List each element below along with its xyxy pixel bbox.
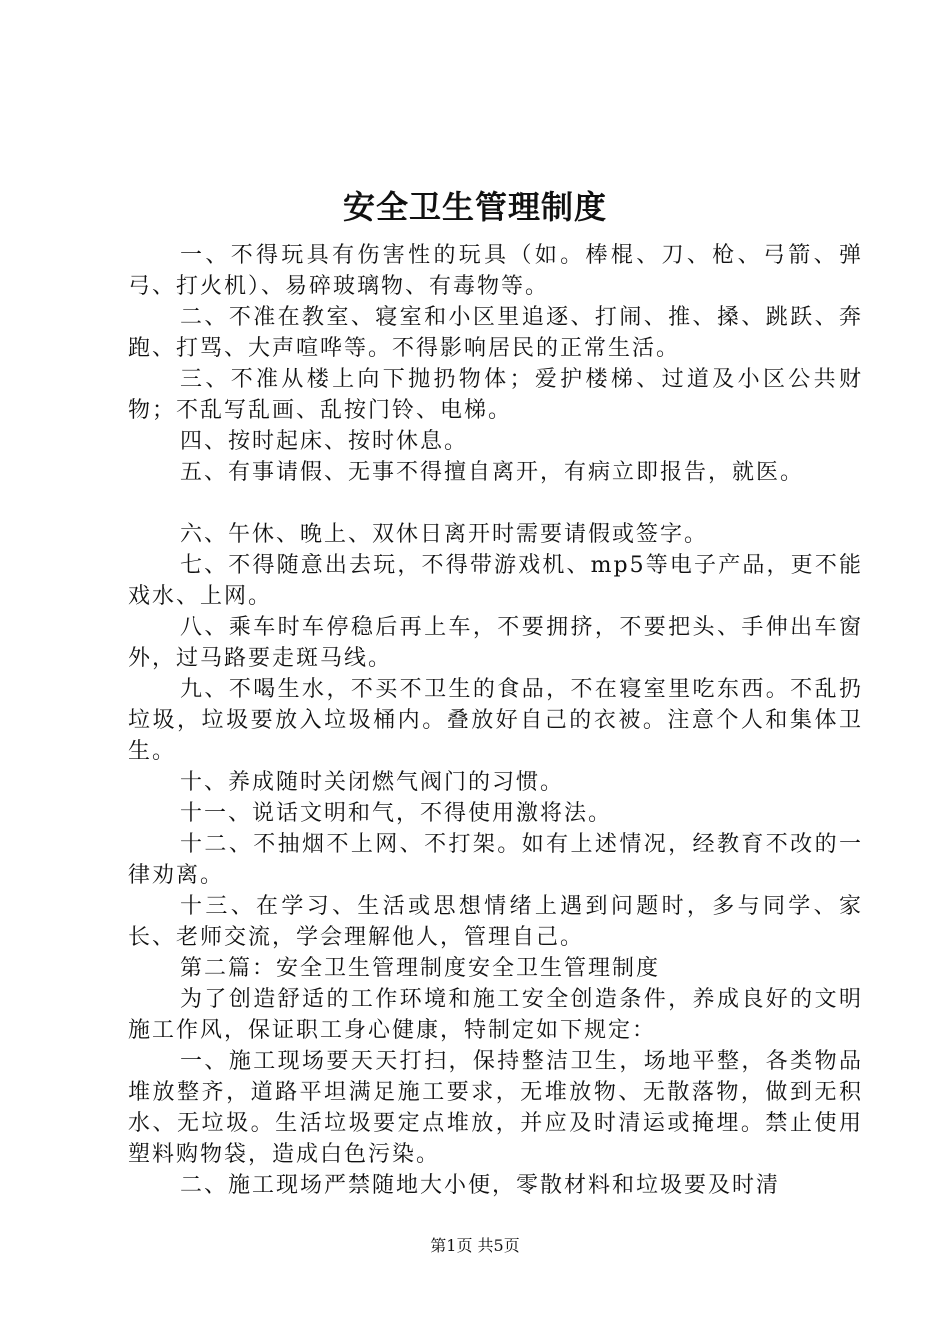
paragraph-6: 六、午休、晚上、双休日离开时需要请假或签字。 bbox=[180, 522, 709, 547]
section-heading-part-two: 第二篇：安全卫生管理制度安全卫生管理制度 bbox=[180, 956, 661, 981]
paragraph-8: 八、乘车时车停稳后再上车，不要拥挤，不要把头、手伸出车窗外，过马路要走斑马线。 bbox=[128, 615, 863, 671]
paragraph-3: 三、不准从楼上向下抛扔物体；爱护楼梯、过道及小区公共财物；不乱写乱画、乱按门铃、电梯。 bbox=[128, 367, 863, 423]
paragraph-12: 十二、不抽烟不上网、不打架。如有上述情况，经教育不改的一律劝离。 bbox=[128, 832, 863, 888]
paragraph-13: 十三、在学习、生活或思想情绪上遇到问题时，多与同学、家长、老师交流，学会理解他人，管理自己。 bbox=[128, 894, 863, 950]
paragraph-part-two-2: 二、施工现场严禁随地大小便，零散材料和垃圾要及时清 bbox=[180, 1173, 781, 1198]
paragraph-11: 十一、说话文明和气，不得使用激将法。 bbox=[180, 801, 613, 826]
page-indicator: 第1页 共5页 bbox=[430, 1236, 520, 1255]
paragraph-5: 五、有事请假、无事不得擅自离开，有病立即报告，就医。 bbox=[180, 460, 805, 485]
document-body bbox=[128, 240, 863, 1201]
paragraph-1: 一、不得玩具有伤害性的玩具（如。棒棍、刀、枪、弓箭、弹弓、打火机）、易碎玻璃物、有毒物等。 bbox=[128, 243, 863, 299]
document-title: 安全卫生管理制度 bbox=[342, 188, 607, 226]
paragraph-10: 十、养成随时关闭燃气阀门的习惯。 bbox=[180, 770, 565, 795]
paragraph-7: 七、不得随意出去玩，不得带游戏机、mp5等电子产品，更不能戏水、上网。 bbox=[128, 553, 863, 609]
paragraph-4: 四、按时起床、按时休息。 bbox=[180, 429, 469, 454]
paragraph-part-two-1: 一、施工现场要天天打扫，保持整洁卫生，场地平整，各类物品堆放整齐，道路平坦满足施工要求，无堆放物、无散落物，做到无积水、无垃圾。生活垃圾要定点堆放，并应及时清运或掩埋。禁止使用塑料购物袋，造成白色污染。 bbox=[128, 1049, 863, 1167]
paragraph-intro-part-two: 为了创造舒适的工作环境和施工安全创造条件，养成良好的文明施工作风，保证职工身心健康，特制定如下规定： bbox=[128, 987, 863, 1043]
paragraph-9: 九、不喝生水，不买不卫生的食品，不在寝室里吃东西。不乱扔垃圾，垃圾要放入垃圾桶内。叠放好自己的衣被。注意个人和集体卫生。 bbox=[128, 677, 863, 764]
paragraph-2: 二、不准在教室、寝室和小区里追逐、打闹、推、搡、跳跃、奔跑、打骂、大声喧哗等。不得影响居民的正常生活。 bbox=[128, 305, 863, 361]
